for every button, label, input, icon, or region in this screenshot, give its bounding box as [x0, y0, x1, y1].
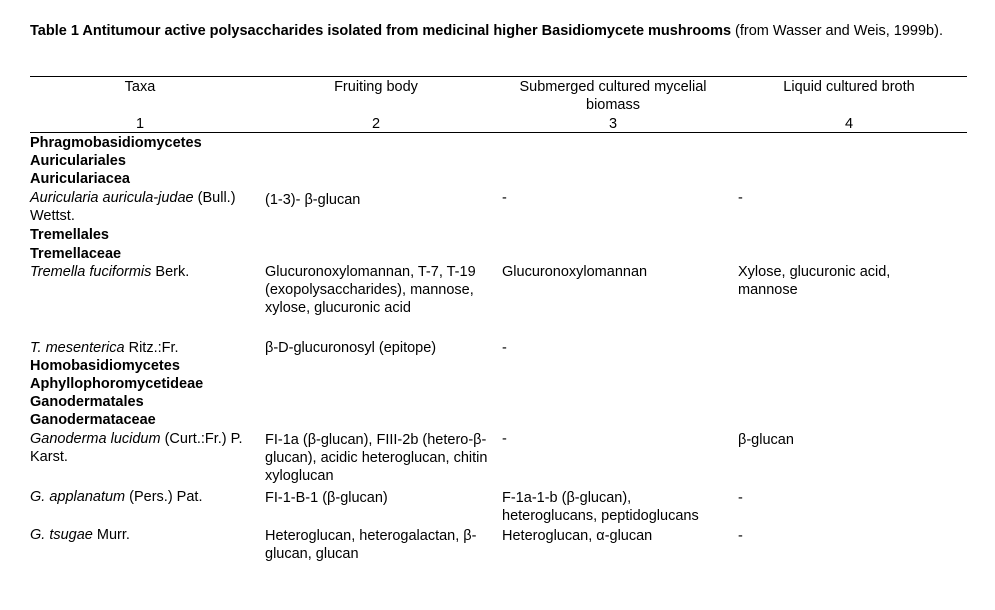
- taxon-subclass: Aphyllophoromycetideae: [30, 376, 204, 392]
- taxon-order: Ganodermatales: [30, 394, 144, 410]
- table-header-rule: [30, 132, 967, 133]
- broth-cell: Xylose, glucuronic acid, mannose: [738, 264, 891, 298]
- species-name: T. mesenterica: [30, 340, 125, 356]
- mycelial-cell: -: [502, 190, 507, 206]
- mycelial-cell: -: [502, 340, 507, 356]
- species-name: Auricularia auricula-judae: [30, 190, 194, 206]
- broth-cell: -: [738, 490, 743, 506]
- mycelial-cell: Glucuronoxylomannan: [502, 264, 648, 280]
- header-mycelial-number: 3: [608, 116, 618, 132]
- species-authority: Ritz.:Fr.: [124, 340, 179, 356]
- table-row: [30, 339, 255, 357]
- fruiting-body-cell: Glucuronoxylomannan, T-7, T-19 (exopolysaccharides), mannose, xylose, glucuronic acid: [265, 264, 476, 316]
- fruiting-body-cell: β-D-glucuronosyl (epitope): [265, 340, 437, 356]
- broth-cell: -: [738, 190, 743, 206]
- fruiting-body-cell: FI-1a (β-glucan), FIII-2b (hetero-β-glucan), acidic heteroglucan, chitin xyloglucan: [265, 432, 488, 484]
- table-row: [30, 263, 255, 281]
- species-authority: (Bull.) Wettst.: [30, 190, 236, 224]
- fruiting-body-cell: (1-3)- β-glucan: [265, 192, 361, 208]
- taxon-class: Phragmobasidiomycetes: [30, 135, 202, 151]
- header-taxa-number: 1: [135, 116, 145, 132]
- mycelial-cell: Heteroglucan, α-glucan: [502, 528, 653, 544]
- table-row: [30, 189, 255, 225]
- fruiting-body-cell: Heteroglucan, heterogalactan, β-glucan, glucan: [265, 528, 477, 562]
- header-broth: [735, 78, 963, 96]
- table-caption: [30, 22, 970, 40]
- header-taxa: [30, 78, 250, 96]
- species-name: Ganoderma lucidum: [30, 431, 161, 447]
- species-name: G. tsugae: [30, 527, 93, 543]
- table-top-rule: [30, 76, 967, 77]
- species-authority: (Pers.) Pat.: [125, 489, 203, 505]
- species-authority: Berk.: [151, 264, 190, 280]
- taxon-class: Homobasidiomycetes: [30, 358, 180, 374]
- taxon-family: Ganodermataceae: [30, 412, 156, 428]
- taxon-family: Tremellaceae: [30, 246, 122, 262]
- header-fruiting-body: [262, 78, 490, 96]
- taxon-family: Auriculariacea: [30, 171, 130, 187]
- species-name: G. applanatum: [30, 489, 126, 505]
- species-authority: Murr.: [92, 527, 130, 543]
- header-fruiting-label: Fruiting body: [334, 79, 418, 95]
- mycelial-cell: -: [502, 431, 507, 447]
- mycelial-cell: F-1a-1-b (β-glucan), heteroglucans, peptidoglucans: [502, 490, 699, 524]
- taxon-order: Auriculariales: [30, 153, 126, 169]
- header-taxa-label: Taxa: [124, 79, 156, 95]
- caption-title: Table 1 Antitumour active polysaccharides isolated from medicinal higher Basidiomycete mushrooms: [30, 23, 732, 39]
- broth-cell: β-glucan: [738, 432, 794, 448]
- species-name: Tremella fuciformis: [30, 264, 152, 280]
- header-broth-label: Liquid cultured broth: [783, 79, 915, 95]
- header-mycelial-label: Submerged cultured mycelial biomass: [519, 79, 707, 113]
- species-authority: (Curt.:Fr.) P. Karst.: [30, 431, 243, 465]
- header-mycelial: [498, 78, 728, 114]
- table-row: [30, 526, 255, 544]
- taxon-order: Tremellales: [30, 227, 109, 243]
- broth-cell: -: [738, 528, 743, 544]
- fruiting-body-cell: FI-1-B-1 (β-glucan): [265, 490, 388, 506]
- table-row: [30, 430, 255, 466]
- header-broth-number: 4: [844, 116, 854, 132]
- table-row: [30, 488, 255, 506]
- header-fruiting-number: 2: [371, 116, 381, 132]
- caption-source: (from Wasser and Weis, 1999b).: [731, 23, 943, 39]
